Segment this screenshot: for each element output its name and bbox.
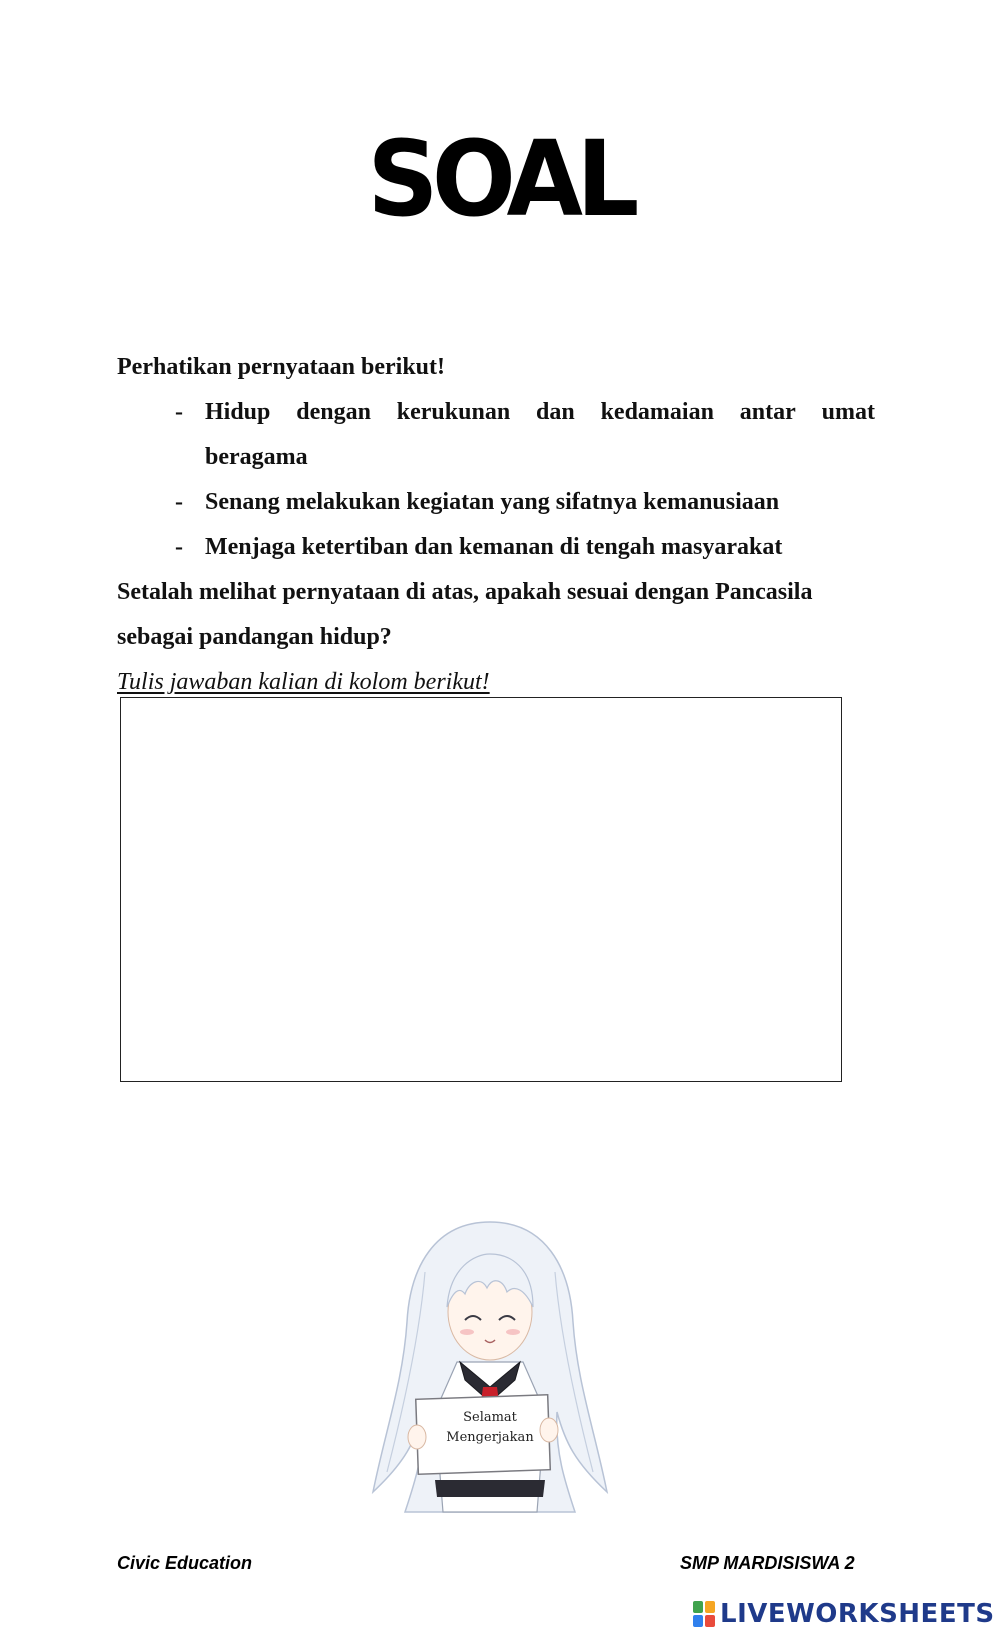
page-title: SOAL	[367, 118, 633, 240]
footer-school: SMP MARDISISWA 2	[680, 1553, 855, 1573]
question-prompt-line-2: sebagai pandangan hidup?	[117, 624, 392, 650]
word: Hidup	[205, 399, 271, 425]
word: kerukunan	[396, 399, 511, 425]
word: kedamaian	[600, 399, 714, 425]
brand-name: LIVEWORKSHEETS	[720, 1599, 995, 1629]
liveworksheets-logo[interactable]	[692, 1597, 995, 1631]
statement-1-line-1	[205, 397, 875, 427]
answer-box[interactable]	[120, 697, 842, 1082]
footer-subject: Civic Education	[117, 1553, 253, 1573]
word: dengan	[296, 399, 371, 425]
bullet-dash: -	[175, 489, 183, 515]
sign-line-1: Selamat	[463, 1410, 517, 1425]
statement-3: Menjaga ketertiban dan kemanan di tengah masyarakat	[205, 534, 783, 560]
sign-line-2: Mengerjakan	[446, 1430, 534, 1445]
girl-holding-sign-illustration	[365, 1212, 615, 1517]
question-intro: Perhatikan pernyataan berikut!	[117, 354, 446, 380]
word: antar	[739, 399, 796, 425]
word: dan	[536, 399, 575, 425]
bullet-dash: -	[175, 399, 183, 425]
liveworksheets-icon	[692, 1600, 716, 1628]
anime-girl-illustration	[365, 1212, 615, 1517]
statement-1-line-2: beragama	[205, 444, 308, 470]
answer-instruction: Tulis jawaban kalian di kolom berikut!	[117, 669, 490, 695]
bullet-dash: -	[175, 534, 183, 560]
statement-2: Senang melakukan kegiatan yang sifatnya kemanusiaan	[205, 489, 780, 515]
question-prompt-line-1: Setalah melihat pernyataan di atas, apakah sesuai dengan Pancasila	[117, 579, 813, 605]
word: umat	[821, 399, 875, 425]
